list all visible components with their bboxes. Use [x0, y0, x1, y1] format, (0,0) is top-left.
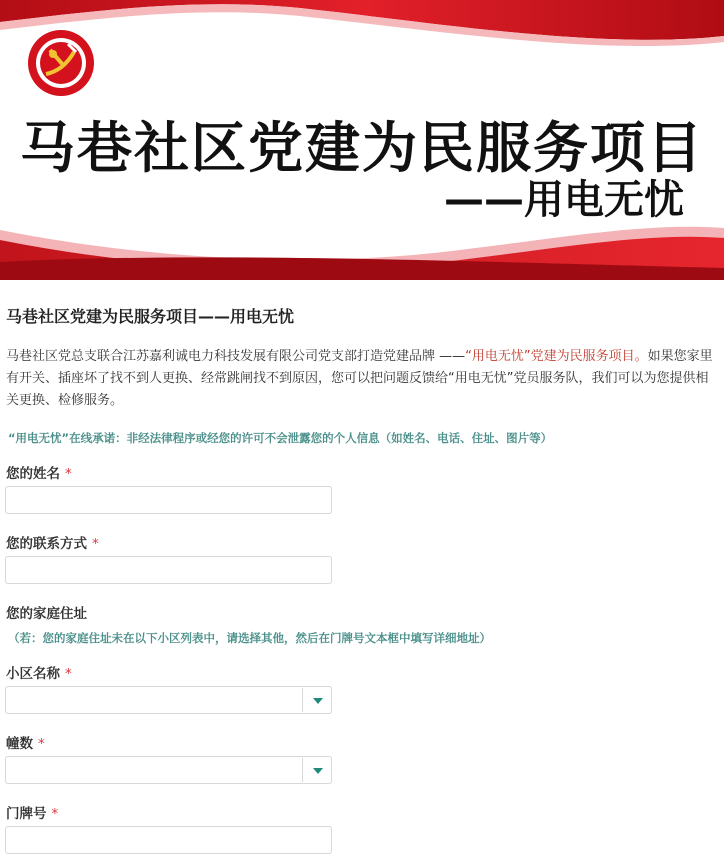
address-note: （若：您的家庭住址未在以下小区列表中，请选择其他，然后在门牌号文本框中填写详细地址）: [8, 631, 491, 645]
required-mark: *: [92, 536, 99, 552]
community-select[interactable]: [5, 686, 332, 714]
address-label: 您的家庭住址: [6, 606, 87, 622]
header-banner: [0, 0, 724, 280]
door-label: [6, 802, 58, 822]
building-label-text: 幢数: [6, 736, 33, 752]
select-divider: [302, 688, 303, 712]
banner-subtitle: ——用电无忧: [444, 177, 684, 223]
intro-highlight: “用电无忧”党建为民服务项目。: [465, 349, 648, 364]
community-label-text: 小区名称: [6, 666, 60, 682]
required-mark: *: [65, 666, 72, 682]
banner-title: 马巷社区党建为民服务项目: [19, 116, 704, 180]
party-emblem-icon: [24, 26, 98, 100]
contact-label: [6, 532, 99, 552]
door-label-text: 门牌号: [6, 806, 47, 822]
form-title: 马巷社区党建为民服务项目——用电无忧: [6, 307, 295, 326]
name-input[interactable]: [5, 486, 332, 514]
required-mark: *: [38, 736, 45, 752]
name-label: [6, 462, 72, 482]
select-divider: [302, 758, 303, 782]
required-mark: *: [51, 806, 59, 822]
community-label: [6, 662, 72, 682]
form-intro: [6, 346, 718, 412]
chevron-down-icon[interactable]: [313, 698, 323, 704]
building-select[interactable]: [5, 756, 332, 784]
intro-text-continued: 如果您家里有开关、插座坏了找不到人更换、经常跳闸找不到原因，您可以把问题反馈给“用电无忧”党员服务队，我们可以为您提供相关更换、检修服务。: [6, 349, 713, 408]
door-number-input[interactable]: [5, 826, 332, 854]
chevron-down-icon[interactable]: [313, 768, 323, 774]
contact-label-text: 您的联系方式: [6, 536, 87, 552]
privacy-note: “用电无忧”在线承诺：非经法律程序或经您的许可不会泄露您的个人信息（如姓名、电话、住址、图片等）: [8, 431, 553, 445]
contact-input[interactable]: [5, 556, 332, 584]
required-mark: *: [65, 466, 72, 482]
building-label: [6, 732, 45, 752]
name-label-text: 您的姓名: [6, 466, 60, 482]
intro-text: 马巷社区党总支联合江苏嘉利诚电力科技发展有限公司党支部打造党建品牌 ——: [6, 349, 466, 364]
